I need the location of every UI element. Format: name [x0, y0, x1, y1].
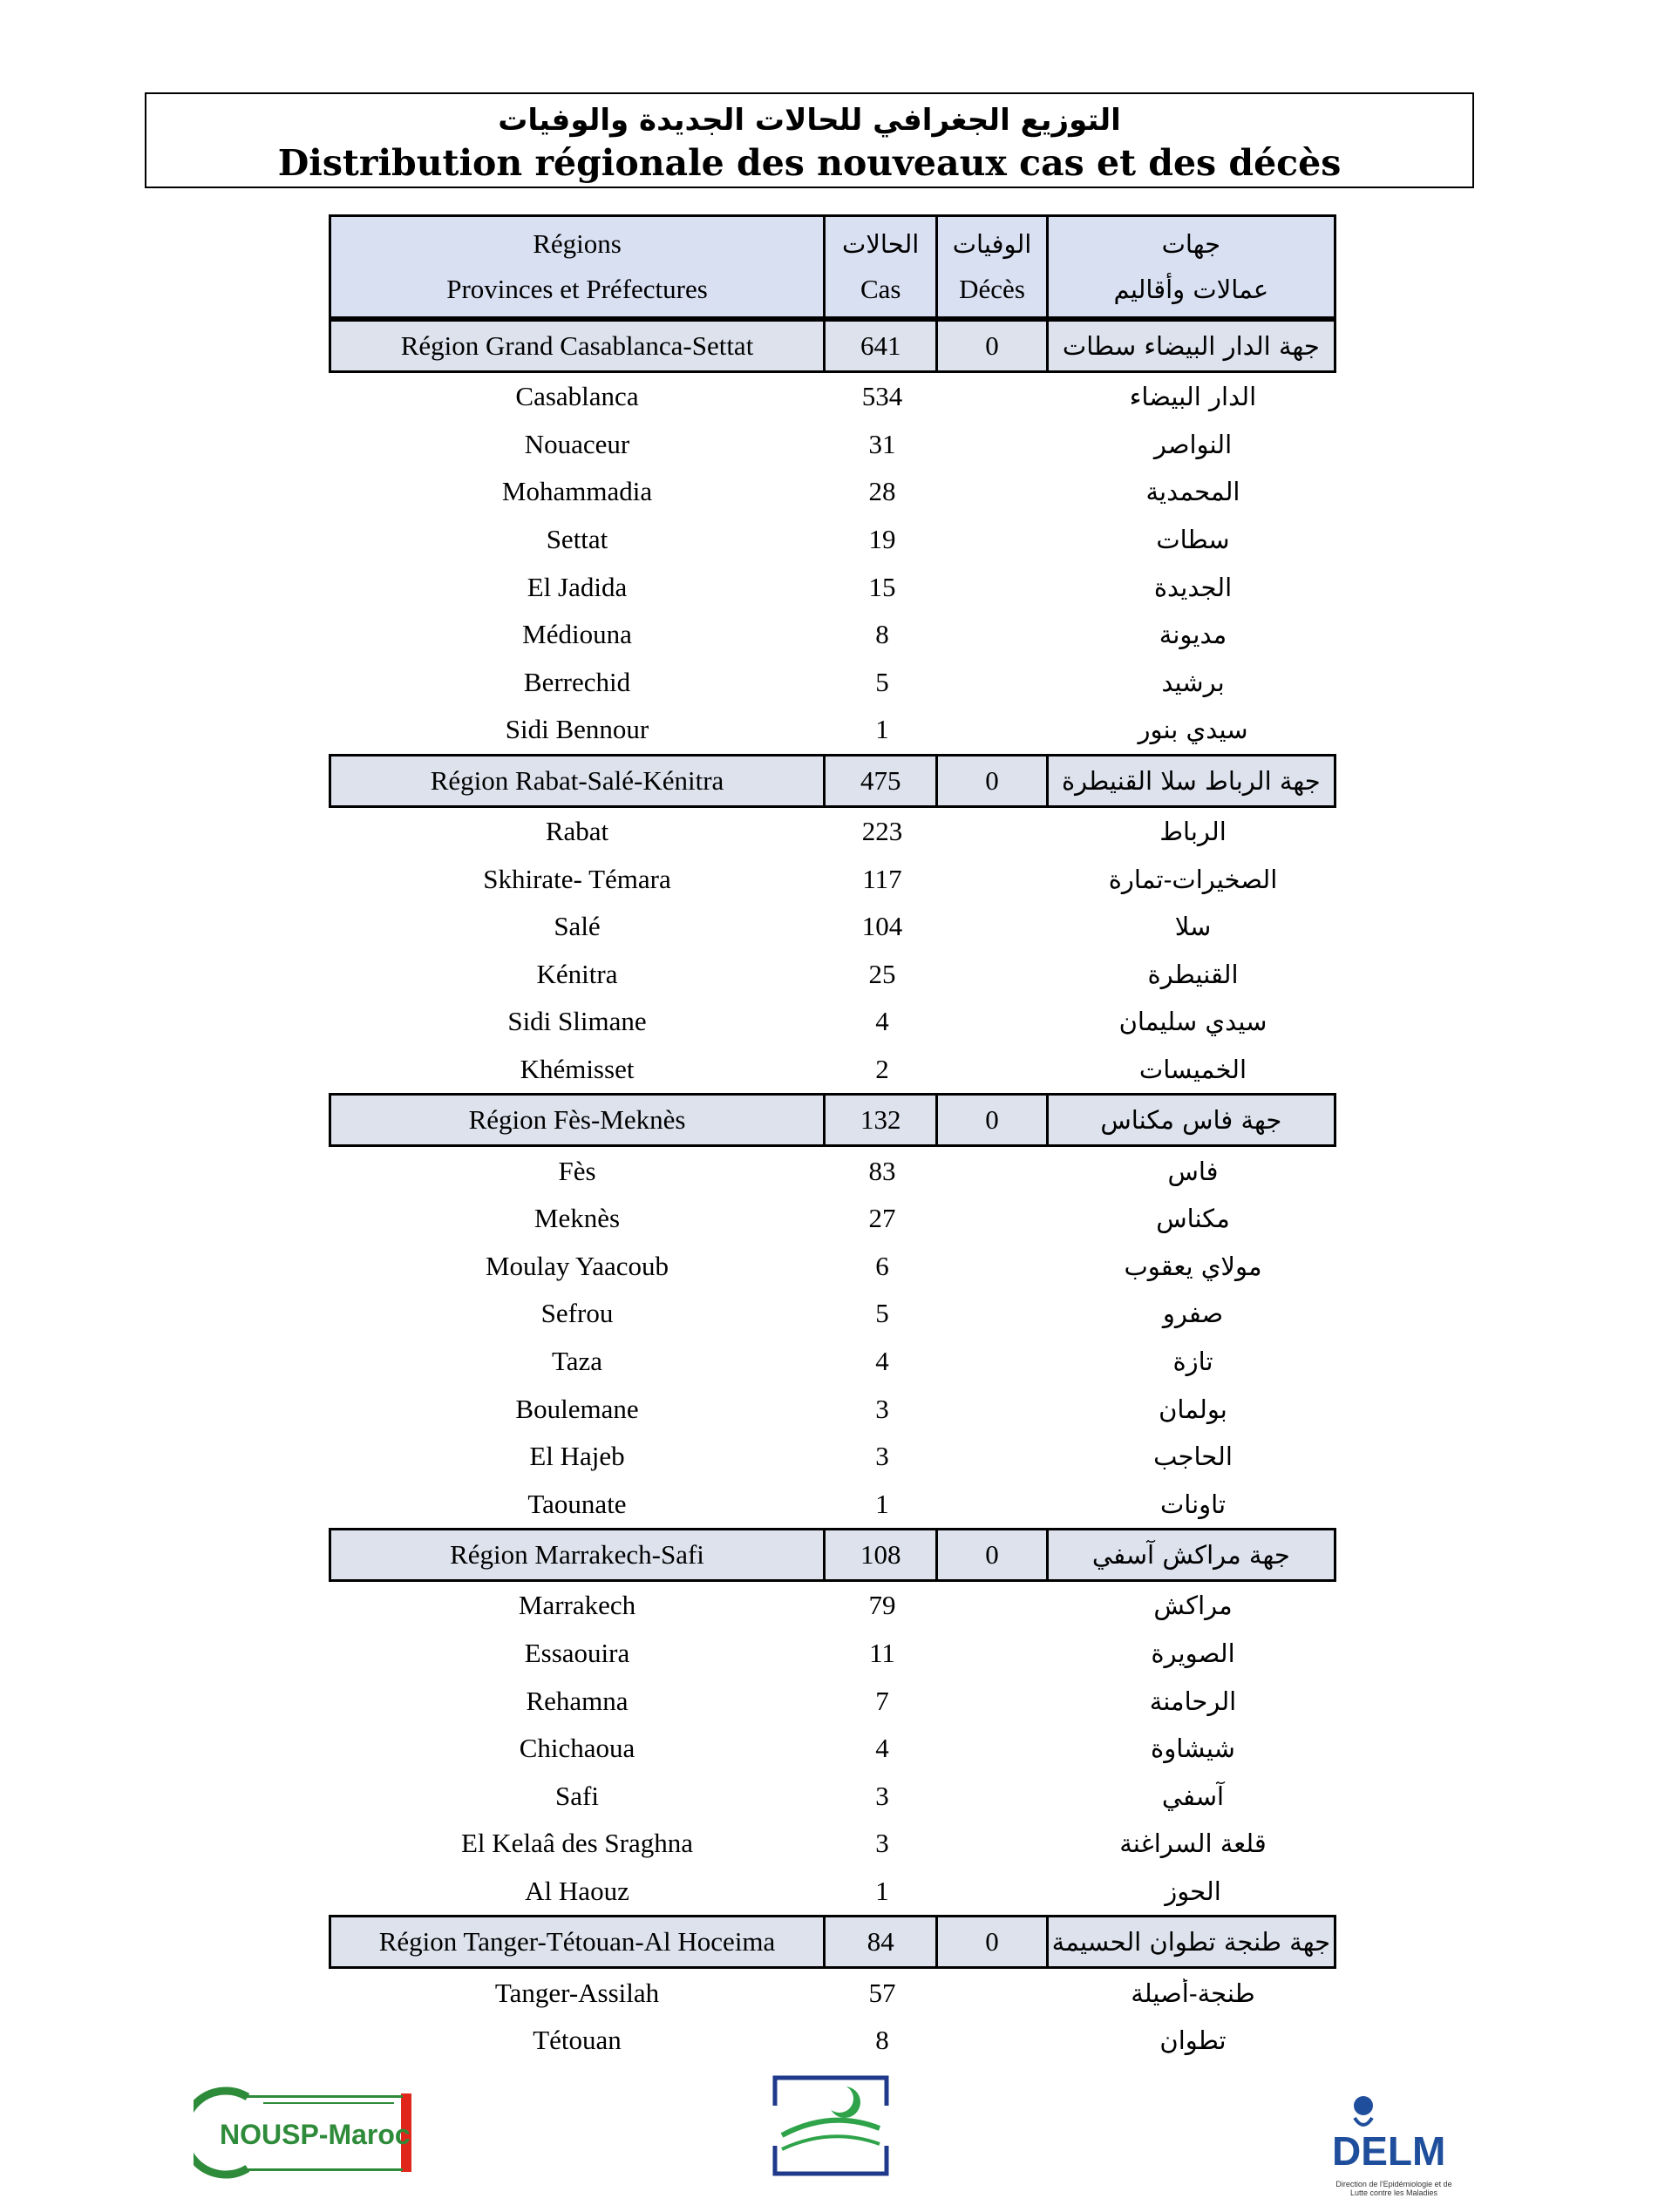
province-name-ar: سطات — [1156, 525, 1230, 555]
table-row — [329, 1480, 1336, 1528]
province-name-ar: سيدي سليمان — [1118, 1007, 1267, 1037]
province-name-fr: Mohammadia — [501, 476, 653, 507]
province-name-ar: شيشاوة — [1151, 1734, 1235, 1764]
table-row — [329, 1820, 1336, 1868]
province-cases: 223 — [861, 816, 903, 847]
province-name-fr: Al Haouz — [525, 1875, 629, 1906]
header-regions — [331, 217, 826, 316]
province-name-ar: تاونات — [1159, 1489, 1227, 1519]
header-deaths-ar: الوفيات — [952, 229, 1032, 259]
province-cases: 1 — [875, 1488, 889, 1519]
header-provinces-ar-label: عمالات وأقاليم — [1113, 275, 1269, 304]
province-cases: 31 — [868, 428, 896, 459]
region-row — [329, 1528, 1336, 1582]
province-name-fr: Rehamna — [526, 1685, 629, 1716]
region-deaths: 0 — [938, 1096, 1048, 1144]
province-name-ar: مولاي يعقوب — [1124, 1251, 1262, 1281]
province-name-fr: Rabat — [545, 816, 609, 847]
province-name-ar: آسفي — [1161, 1781, 1225, 1811]
region-cases: 475 — [826, 757, 938, 805]
province-cases: 8 — [875, 2025, 889, 2056]
province-name-fr: Taounate — [527, 1488, 627, 1519]
header-deaths-fr: Décès — [959, 274, 1025, 304]
region-name-fr: Région Tanger-Tétouan-Al Hoceima — [331, 1917, 826, 1966]
region-cases: 108 — [826, 1530, 938, 1579]
province-cases: 2 — [875, 1054, 889, 1085]
region-deaths: 0 — [938, 1917, 1048, 1966]
header-regions-ar — [1049, 217, 1334, 316]
table-row — [329, 611, 1336, 659]
delm-caption: Direction de l'Epidémiologie et de Lutte contre les Maladies — [1335, 2180, 1452, 2197]
header-regions-ar-label: جهات — [1161, 229, 1221, 259]
region-deaths: 0 — [938, 322, 1048, 370]
region-row — [329, 1093, 1336, 1147]
region-name-ar: جهة مراكش آسفي — [1091, 1540, 1290, 1571]
province-cases: 28 — [868, 476, 896, 507]
province-cases: 104 — [861, 911, 903, 942]
province-cases: 11 — [869, 1637, 895, 1668]
province-name-ar: بولمان — [1159, 1394, 1227, 1424]
province-cases: 1 — [875, 714, 889, 745]
province-name-fr: Essaouira — [524, 1637, 630, 1668]
ministry-logo-icon — [770, 2074, 892, 2177]
province-name-ar: الرباط — [1159, 817, 1227, 847]
province-name-ar: قلعة السراغنة — [1119, 1829, 1267, 1859]
table-row — [329, 1969, 1336, 2017]
table-row — [329, 1195, 1336, 1243]
province-name-fr: Tanger-Assilah — [494, 1977, 660, 2008]
province-name-fr: Tétouan — [533, 2025, 622, 2056]
province-name-ar: الحوز — [1165, 1876, 1221, 1906]
province-name-fr: El Hajeb — [529, 1441, 625, 1472]
province-name-fr: Taza — [551, 1345, 603, 1376]
table-row — [329, 1772, 1336, 1820]
region-name-ar: جهة الرباط سلا القنيطرة — [1061, 765, 1321, 796]
province-name-fr: Skhirate- Témara — [483, 863, 671, 894]
province-cases: 6 — [875, 1250, 889, 1281]
province-name-fr: Meknès — [533, 1203, 621, 1234]
province-cases: 7 — [875, 1685, 889, 1716]
province-cases: 57 — [868, 1977, 896, 2008]
title-arabic: التوزيع الجغرافي للحالات الجديدة والوفيات — [498, 103, 1121, 138]
table-row — [329, 563, 1336, 611]
province-name-ar: المحمدية — [1145, 477, 1240, 507]
region-name-fr: Région Marrakech-Safi — [331, 1530, 826, 1579]
table-row — [329, 468, 1336, 516]
header-regions-label: Régions — [533, 228, 622, 259]
province-name-fr: Nouaceur — [524, 428, 630, 459]
province-cases: 19 — [868, 524, 896, 555]
table-row — [329, 1147, 1336, 1195]
province-cases: 534 — [861, 381, 903, 412]
title-box — [145, 92, 1474, 188]
province-cases: 5 — [875, 1298, 889, 1329]
table-row — [329, 1290, 1336, 1338]
province-cases: 1 — [875, 1875, 889, 1906]
province-name-ar: برشيد — [1161, 667, 1225, 697]
footer-logos — [0, 2074, 1665, 2205]
region-name-ar: جهة طنجة تطوان الحسيمة — [1051, 1927, 1331, 1958]
province-cases: 3 — [875, 1828, 889, 1859]
table-row — [329, 1046, 1336, 1094]
table-row — [329, 1433, 1336, 1481]
table-row — [329, 998, 1336, 1046]
province-name-ar: الصويرة — [1151, 1638, 1235, 1668]
table-row — [329, 1582, 1336, 1630]
table-row — [329, 951, 1336, 999]
province-name-ar: طنجة-أصيلة — [1131, 1978, 1255, 2008]
delm-logo — [1329, 2092, 1459, 2195]
table-header — [329, 214, 1336, 319]
province-cases: 3 — [875, 1780, 889, 1811]
province-name-ar: الرحامنة — [1149, 1686, 1237, 1716]
nousp-logo — [194, 2081, 422, 2184]
header-deaths — [938, 217, 1048, 316]
province-name-fr: Boulemane — [515, 1393, 639, 1424]
province-name-ar: الجديدة — [1153, 572, 1233, 602]
province-cases: 3 — [875, 1393, 889, 1424]
ministry-logo — [770, 2074, 892, 2177]
header-cases-fr: Cas — [860, 274, 901, 304]
province-name-ar: الدار البيضاء — [1129, 382, 1257, 412]
province-name-ar: سلا — [1174, 912, 1212, 942]
table-row — [329, 1677, 1336, 1725]
province-name-fr: Khémisset — [520, 1054, 635, 1085]
province-name-fr: Settat — [546, 524, 608, 555]
province-name-fr: Sidi Bennour — [505, 714, 649, 745]
province-cases: 8 — [875, 619, 889, 650]
table-row — [329, 373, 1336, 421]
province-name-ar: تطوان — [1159, 2025, 1227, 2056]
region-deaths: 0 — [938, 757, 1048, 805]
province-name-fr: Salé — [554, 911, 601, 942]
province-name-fr: Fès — [558, 1155, 596, 1186]
region-cases: 641 — [826, 322, 938, 370]
nousp-logo-icon — [194, 2081, 422, 2184]
province-name-fr: Berrechid — [523, 666, 631, 697]
province-cases: 4 — [875, 1006, 889, 1037]
province-cases: 27 — [868, 1203, 896, 1234]
province-name-ar: الخميسات — [1138, 1055, 1247, 1085]
province-name-ar: تازة — [1172, 1346, 1213, 1376]
region-row — [329, 1915, 1336, 1969]
table-row — [329, 903, 1336, 951]
province-name-ar: مكناس — [1156, 1204, 1230, 1234]
province-name-ar: صفرو — [1162, 1299, 1224, 1329]
region-name-fr: Région Grand Casablanca-Settat — [331, 322, 826, 370]
province-name-fr: Safi — [555, 1780, 599, 1811]
table-row — [329, 706, 1336, 754]
table-row — [329, 808, 1336, 856]
province-name-fr: Casablanca — [515, 381, 639, 412]
table-row — [329, 1868, 1336, 1916]
header-cases — [826, 217, 938, 316]
province-cases: 83 — [868, 1155, 896, 1186]
table-row — [329, 855, 1336, 903]
table-row — [329, 1630, 1336, 1678]
province-name-fr: Chichaoua — [519, 1733, 635, 1764]
table-row — [329, 421, 1336, 469]
title-french: Distribution régionale des nouveaux cas et des décès — [277, 142, 1342, 184]
header-provinces-label: Provinces et Préfectures — [446, 274, 708, 304]
province-name-fr: Médiouna — [522, 619, 632, 650]
nousp-logo-text: NOUSP-Maroc — [220, 2119, 411, 2150]
province-name-fr: El Jadida — [527, 571, 628, 602]
province-cases: 4 — [875, 1733, 889, 1764]
province-name-ar: فاس — [1167, 1156, 1219, 1186]
delm-logo-text: DELM — [1332, 2128, 1446, 2174]
province-name-fr: El Kelaâ des Sraghna — [461, 1828, 693, 1859]
province-cases: 79 — [868, 1590, 896, 1621]
province-name-ar: القنيطرة — [1147, 959, 1239, 989]
province-name-ar: سيدي بنور — [1138, 715, 1248, 745]
province-name-ar: مراكش — [1153, 1591, 1233, 1621]
table-row — [329, 2017, 1336, 2065]
province-name-fr: Marrakech — [518, 1590, 636, 1621]
region-cases: 84 — [826, 1917, 938, 1966]
province-cases: 15 — [868, 571, 896, 602]
province-cases: 5 — [875, 666, 889, 697]
header-cases-ar: الحالات — [842, 229, 920, 259]
table-body — [329, 319, 1336, 2064]
province-name-ar: الصخيرات-تمارة — [1108, 864, 1278, 894]
region-name-ar: جهة الدار البيضاء سطات — [1062, 331, 1320, 361]
region-name-fr: Région Rabat-Salé-Kénitra — [331, 757, 826, 805]
province-name-fr: Moulay Yaacoub — [485, 1250, 669, 1281]
region-deaths: 0 — [938, 1530, 1048, 1579]
province-name-ar: النواصر — [1153, 429, 1233, 459]
province-cases: 25 — [868, 958, 896, 989]
region-row — [329, 754, 1336, 808]
province-cases: 117 — [862, 863, 902, 894]
distribution-table — [329, 214, 1336, 2064]
table-row — [329, 1243, 1336, 1291]
region-name-fr: Région Fès-Meknès — [331, 1096, 826, 1144]
province-name-fr: Kénitra — [536, 958, 618, 989]
region-row — [329, 319, 1336, 373]
province-name-ar: مديونة — [1159, 620, 1227, 650]
table-row — [329, 659, 1336, 707]
table-row — [329, 1725, 1336, 1773]
table-row — [329, 516, 1336, 564]
table-row — [329, 1385, 1336, 1433]
region-cases: 132 — [826, 1096, 938, 1144]
region-name-ar: جهة فاس مكناس — [1100, 1105, 1282, 1136]
province-name-fr: Sidi Slimane — [507, 1006, 647, 1037]
table-row — [329, 1338, 1336, 1386]
province-name-fr: Sefrou — [540, 1298, 614, 1329]
province-cases: 3 — [875, 1441, 889, 1472]
province-cases: 4 — [875, 1345, 889, 1376]
province-name-ar: الحاجب — [1153, 1442, 1233, 1472]
